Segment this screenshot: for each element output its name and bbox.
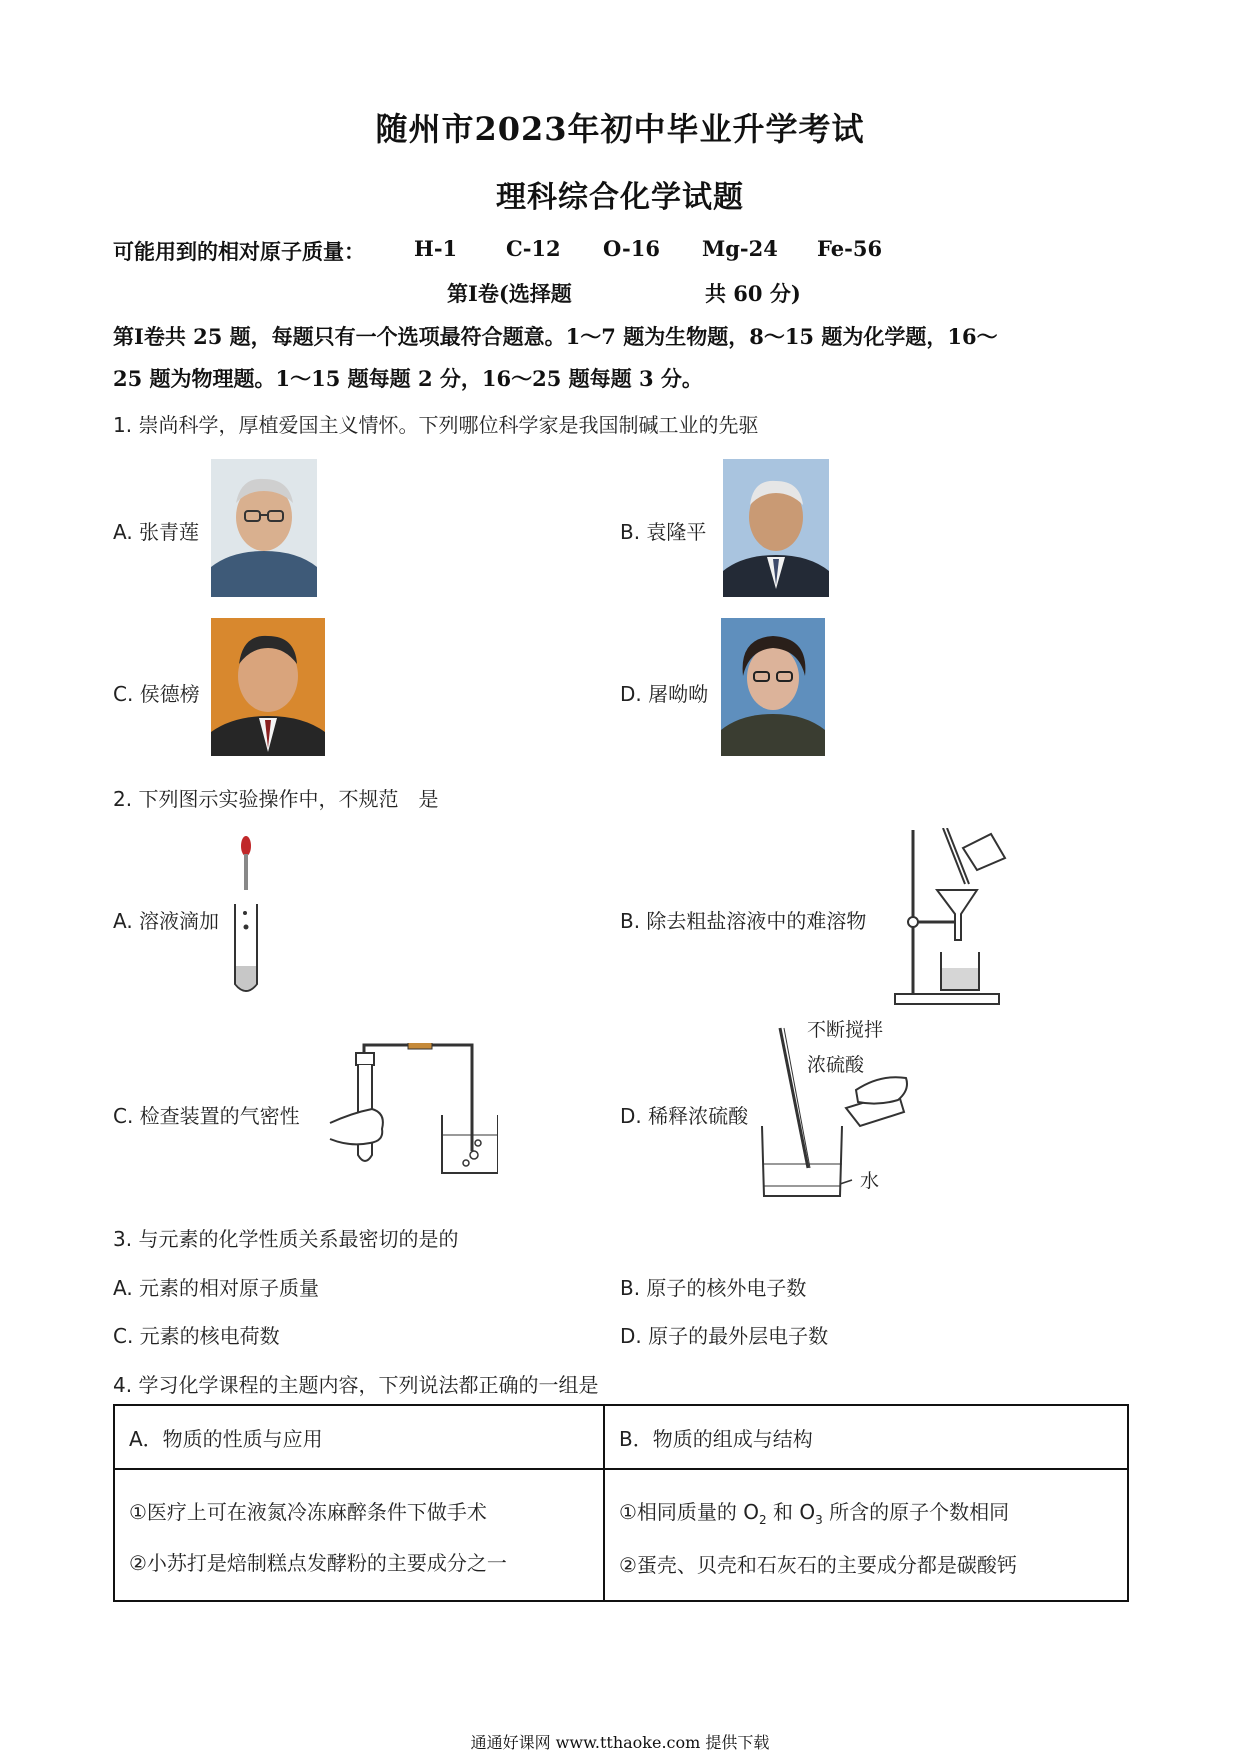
q4-options-table <box>113 1404 1129 1602</box>
page-footer: 通通好课网 www.tthaoke.com 提供下载 <box>470 1733 770 1752</box>
page-subtitle: 理科综合化学试题 <box>496 180 744 215</box>
q1-option-d: D. 屠呦呦 <box>620 682 709 706</box>
page-title: 随州市2023年初中毕业升学考试 <box>375 110 865 148</box>
q4-statement-a2: ②小苏打是焙制糕点发酵粉的主要成分之一 <box>129 1551 507 1575</box>
dilute-sulfuric-acid-diagram <box>760 1016 940 1212</box>
q4-b1-part-1: ①相同质量的 O <box>619 1500 760 1524</box>
section-title-right: 共 60 分) <box>705 281 801 306</box>
q3-option-a: A. 元素的相对原子质量 <box>113 1276 320 1300</box>
instructions-line-1: 第Ⅰ卷共 25 题，每题只有一个选项最符合题意。1～7 题为生物题，8～15 题为化学题，16～ <box>113 324 998 349</box>
q1-option-c: C. 侯德榜 <box>113 682 200 706</box>
q3-option-b: B. 原子的核外电子数 <box>620 1276 807 1300</box>
atomic-mass-label: 可能用到的相对原子质量： <box>113 239 365 264</box>
atomic-mass-o: O-16 <box>603 236 661 261</box>
q2-stem: 2. 下列图示实验操作中，不规范 是 <box>113 787 439 811</box>
label-water: 水 <box>860 1170 880 1192</box>
section-title-left: 第Ⅰ卷(选择题 <box>447 281 572 306</box>
q3-stem: 3. 与元素的化学性质关系最密切的是的 <box>113 1227 459 1251</box>
q2-option-b: B. 除去粗盐溶液中的难溶物 <box>620 909 867 933</box>
q4-table-cell-b <box>604 1469 1128 1601</box>
q4-b1-part-3: 所含的原子个数相同 <box>822 1500 1010 1524</box>
airtightness-check-diagram <box>322 1043 498 1175</box>
dropper-test-tube-diagram <box>228 834 264 998</box>
atomic-mass-fe: Fe-56 <box>817 236 883 261</box>
filtration-diagram <box>893 828 1009 1006</box>
q3-option-d: D. 原子的最外层电子数 <box>620 1324 829 1348</box>
instructions-line-2: 25 题为物理题。1～15 题每题 2 分，16～25 题每题 3 分。 <box>113 366 703 391</box>
q4-statement-a1: ①医疗上可在液氮冷冻麻醉条件下做手术 <box>129 1500 487 1524</box>
q1-option-b: B. 袁隆平 <box>620 520 707 544</box>
atomic-mass-h: H-1 <box>414 236 458 261</box>
q4-table-cell-a <box>114 1469 604 1601</box>
q4-stem: 4. 学习化学课程的主题内容，下列说法都正确的一组是 <box>113 1373 599 1397</box>
label-stirring: 不断搅拌 <box>807 1019 884 1041</box>
portrait-b-image <box>723 459 829 597</box>
q4-table-head-a: A．物质的性质与应用 <box>114 1405 604 1469</box>
q2-option-a: A. 溶液滴加 <box>113 909 220 933</box>
q3-option-c: C. 元素的核电荷数 <box>113 1324 280 1348</box>
q4-b1-subscript-1: 2 <box>759 1513 767 1527</box>
q4-b1-part-2: 和 O <box>766 1500 816 1524</box>
atomic-mass-mg: Mg-24 <box>702 236 778 261</box>
q1-option-a: A. 张青莲 <box>113 520 200 544</box>
portrait-d-image <box>721 618 825 756</box>
atomic-mass-c: C-12 <box>506 236 561 261</box>
q4-b1-subscript-2: 3 <box>815 1513 823 1527</box>
q1-stem: 1. 崇尚科学，厚植爱国主义情怀。下列哪位科学家是我国制碱工业的先驱 <box>113 413 759 437</box>
q2-option-c: C. 检查装置的气密性 <box>113 1104 300 1128</box>
q4-statement-b2: ②蛋壳、贝壳和石灰石的主要成分都是碳酸钙 <box>619 1553 1017 1577</box>
q4-table-head-b: B．物质的组成与结构 <box>604 1405 1128 1469</box>
portrait-c-image <box>211 618 325 756</box>
portrait-a-image <box>211 459 317 597</box>
q4-statement-b1 <box>619 1496 1113 1527</box>
q2-option-d: D. 稀释浓硫酸 <box>620 1104 749 1128</box>
label-concentrated-acid: 浓硫酸 <box>807 1054 865 1076</box>
